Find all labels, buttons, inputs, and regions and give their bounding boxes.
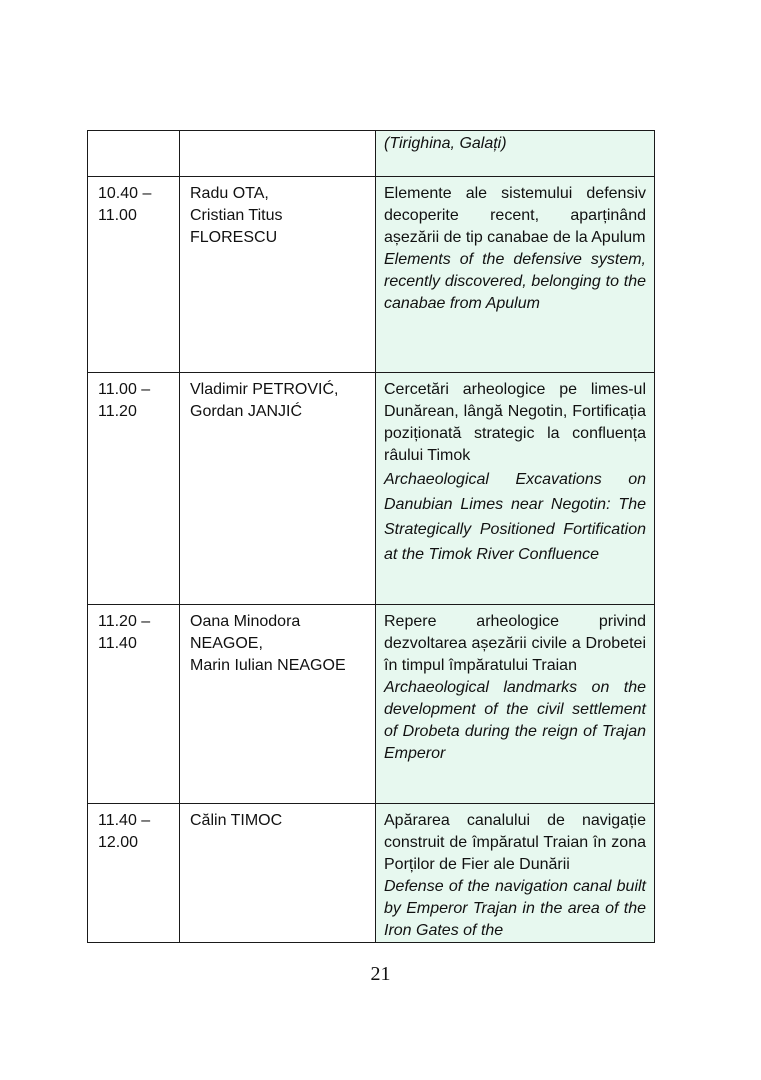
authors-cell: Oana Minodora NEAGOE, Marin Iulian NEAGOE	[180, 605, 376, 804]
authors-cell: Călin TIMOC	[180, 804, 376, 943]
authors-cell	[180, 131, 376, 177]
time-cell	[88, 131, 180, 177]
title-romanian: Elemente ale sistemului defensiv decoperite recent, aparținând așezării de tip canabae de la Apulum	[384, 185, 646, 246]
title-cell	[376, 804, 655, 943]
title-english: Archaeological landmarks on the development of the civil settlement of Drobeta during the reign of Trajan Emperor	[384, 679, 646, 762]
time-cell: 11.40 – 12.00	[88, 804, 180, 943]
table-row	[88, 804, 655, 943]
table-row	[88, 131, 655, 177]
time-cell: 11.20 – 11.40	[88, 605, 180, 804]
program-table	[87, 130, 655, 943]
title-romanian: Apărarea canalului de navigație construit de împăratul Traian în zona Porților de Fier ale Dunării	[384, 812, 646, 873]
title-english: Elements of the defensive system, recently discovered, belonging to the canabae from Apulum	[384, 251, 646, 312]
table-row	[88, 605, 655, 804]
title-romanian: Cercetări arheologice pe limes-ul Dunărean, lângă Negotin, Fortificația poziționată strategic la confluența râului Timok	[384, 381, 646, 464]
time-cell: 11.00 – 11.20	[88, 373, 180, 605]
title-english: Defense of the navigation canal built by Emperor Trajan in the area of the Iron Gates of the	[384, 878, 646, 939]
title-romanian: Repere arheologice privind dezvoltarea așezării civile a Drobetei în timpul împăratului Traian	[384, 613, 646, 674]
title-english: Archaeological Excavations on Danubian Limes near Negotin: The Strategically Positioned Fortification at the Timok River Confluence	[384, 471, 646, 563]
authors-cell: Radu OTA, Cristian Titus FLORESCU	[180, 177, 376, 373]
table-row	[88, 373, 655, 605]
title-english: (Tirighina, Galați)	[384, 135, 507, 152]
authors-cell: Vladimir PETROVIĆ, Gordan JANJIĆ	[180, 373, 376, 605]
title-cell	[376, 605, 655, 804]
title-cell	[376, 177, 655, 373]
page-number: 21	[370, 963, 391, 985]
time-cell: 10.40 – 11.00	[88, 177, 180, 373]
title-cell	[376, 373, 655, 605]
table-row	[88, 177, 655, 373]
title-cell	[376, 131, 655, 177]
